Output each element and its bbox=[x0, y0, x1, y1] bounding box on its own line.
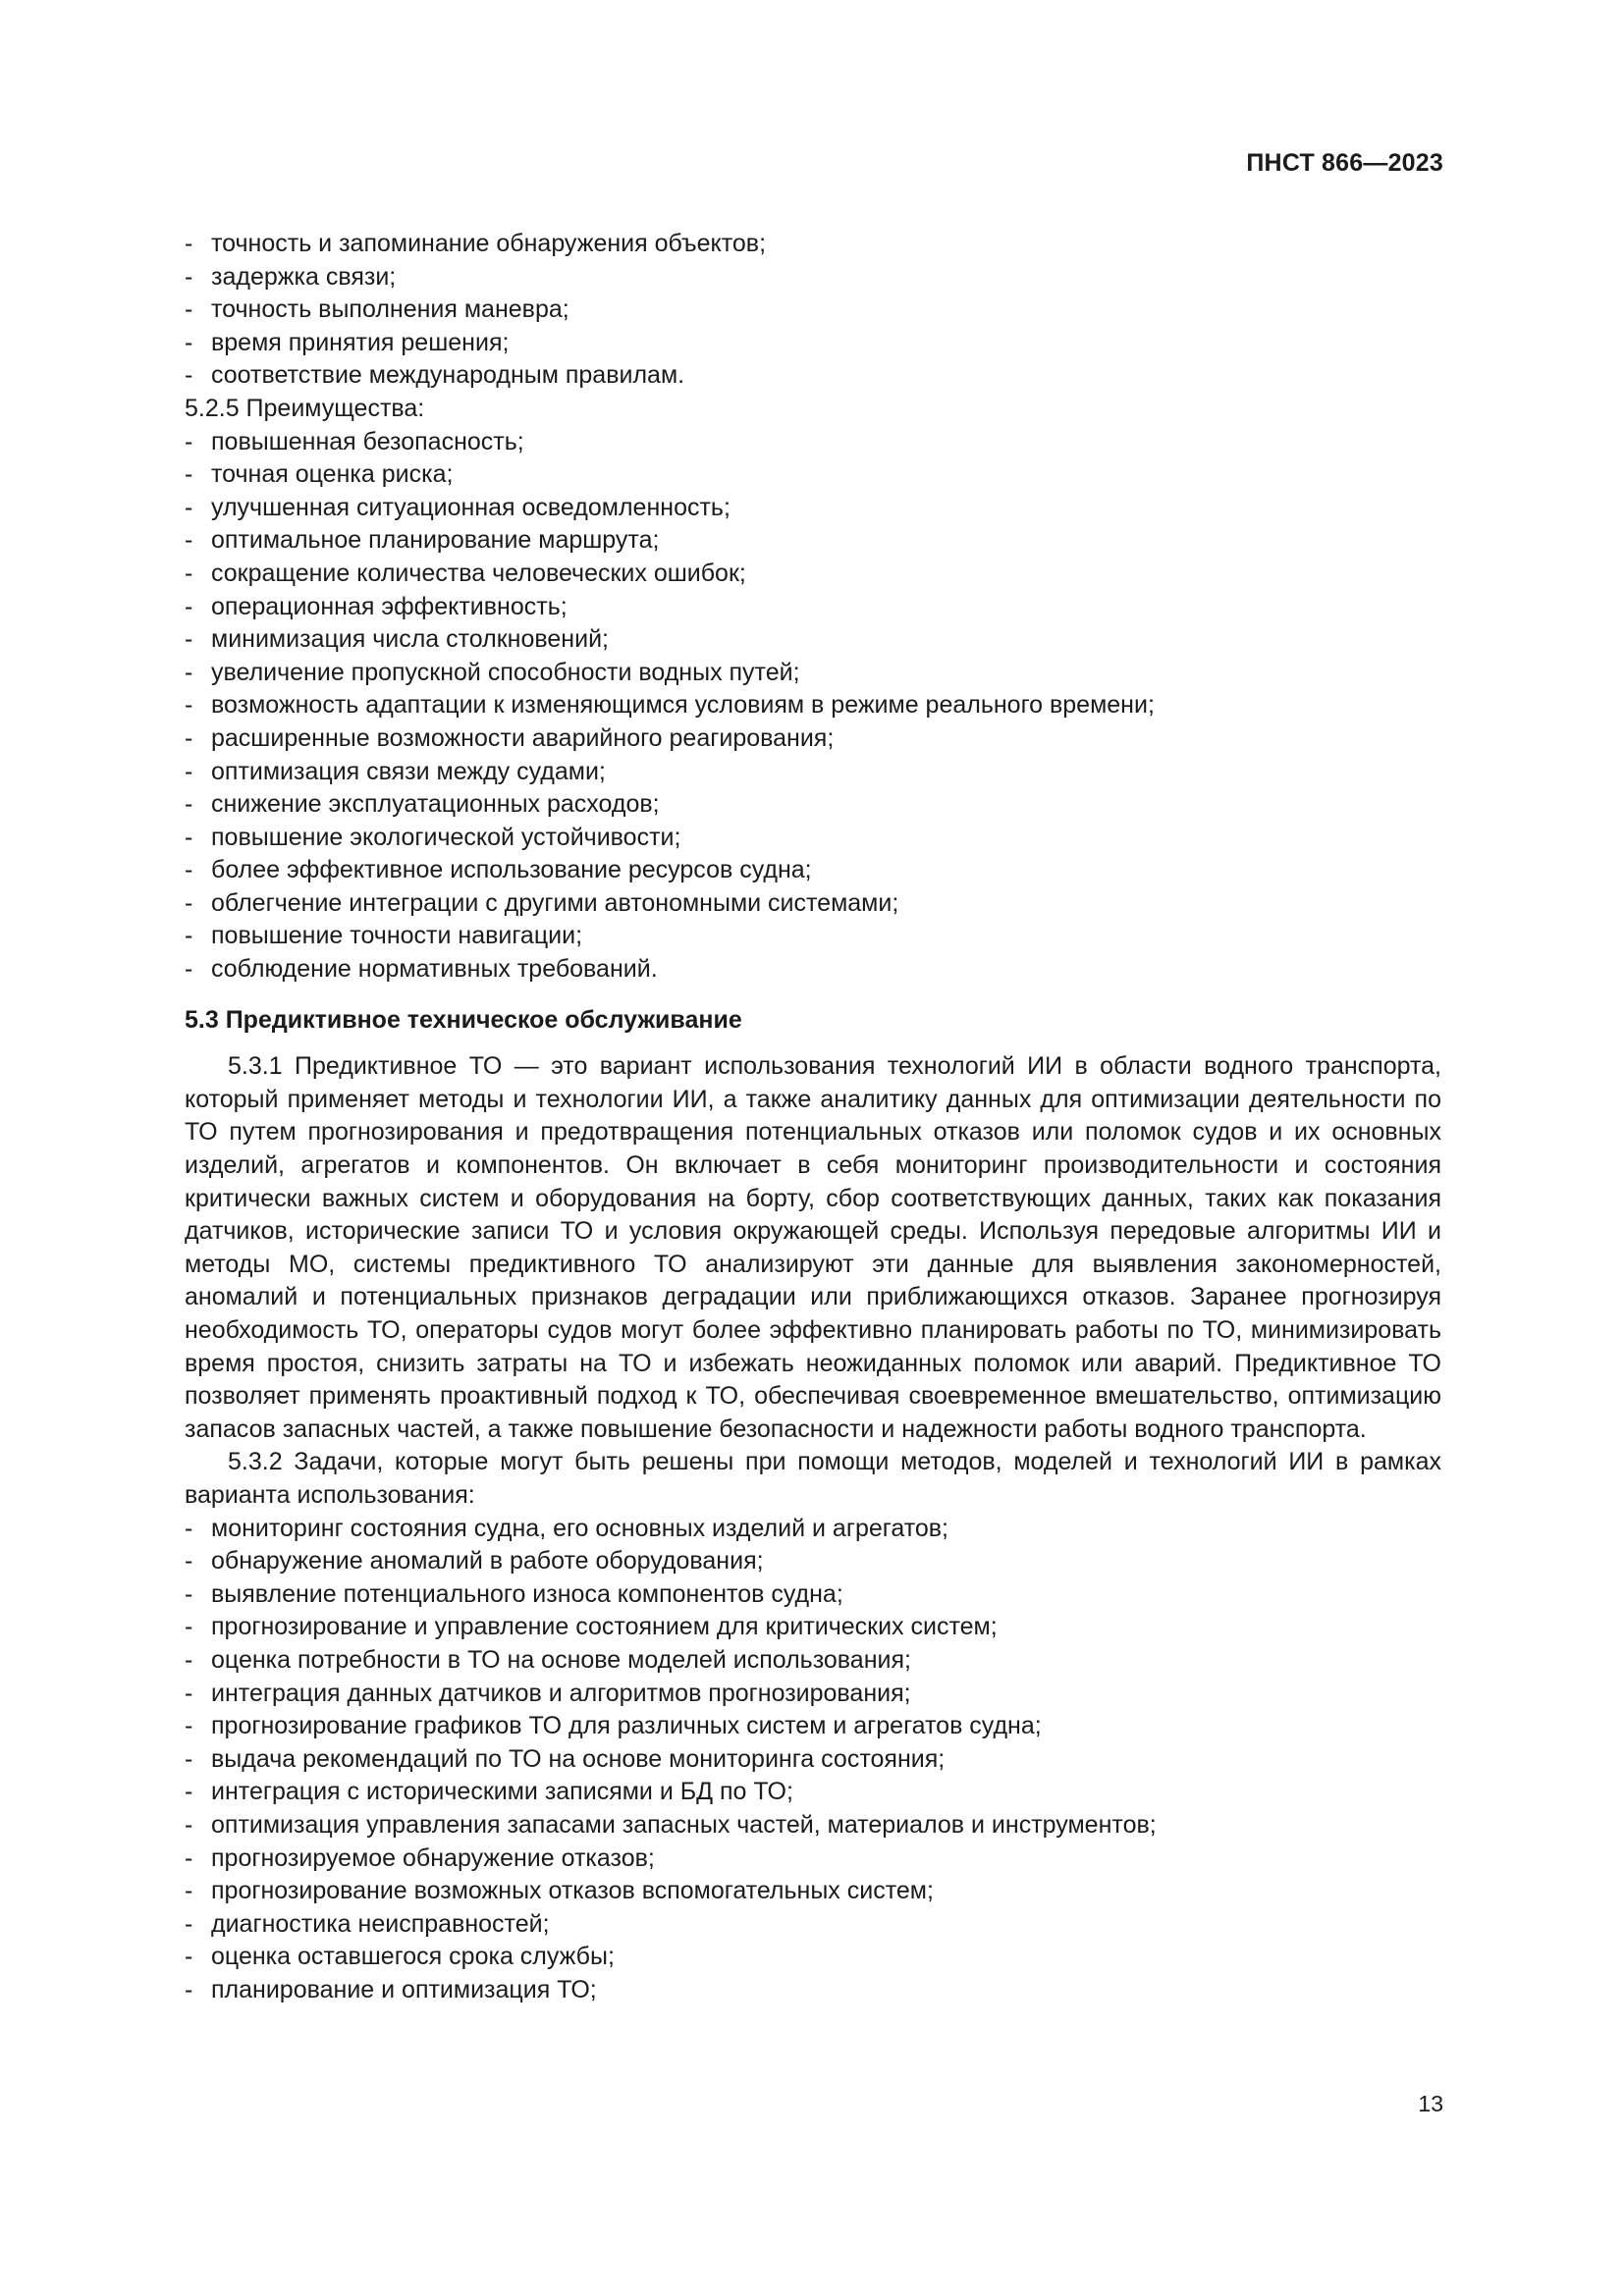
list-item-text: улучшенная ситуационная осведомленность; bbox=[211, 493, 731, 521]
document-header: ПНСТ 866—2023 bbox=[1246, 149, 1443, 177]
list-item bbox=[185, 1644, 1441, 1678]
list-item bbox=[185, 524, 1441, 558]
section-5-3-heading: 5.3 Предиктивное техническое обслуживание bbox=[185, 1005, 742, 1034]
list-item bbox=[185, 788, 1441, 822]
tasks-list bbox=[185, 1513, 1441, 2007]
list-item bbox=[185, 1578, 1441, 1612]
list-item-text: минимизация числа столкновений; bbox=[211, 625, 609, 654]
list-item bbox=[185, 953, 1441, 987]
list-item-text: оптимизация управления запасами запасных частей, материалов и инструментов; bbox=[211, 1810, 1157, 1839]
list-item-text: оптимизация связи между судами; bbox=[211, 757, 606, 785]
list-item bbox=[185, 1875, 1441, 1908]
list-item-text: прогнозирование возможных отказов вспомогательных систем; bbox=[211, 1877, 934, 1905]
list-item-text: обнаружение аномалий в работе оборудования; bbox=[211, 1547, 764, 1575]
list-dash-marker: - bbox=[185, 493, 193, 521]
list-dash-marker: - bbox=[185, 1909, 193, 1938]
list-item bbox=[185, 558, 1441, 591]
list-item bbox=[185, 294, 1441, 327]
list-item bbox=[185, 854, 1441, 887]
list-dash-marker: - bbox=[185, 1975, 193, 2003]
list-dash-marker: - bbox=[185, 460, 193, 489]
criteria-list bbox=[185, 228, 1441, 393]
list-dash-marker: - bbox=[185, 790, 193, 819]
list-dash-marker: - bbox=[185, 592, 193, 620]
page-content bbox=[185, 228, 1441, 2006]
list-dash-marker: - bbox=[185, 723, 193, 752]
list-item bbox=[185, 458, 1441, 492]
subsection-5-2-5-heading: 5.2.5 Преимущества: bbox=[185, 394, 425, 422]
list-dash-marker: - bbox=[185, 691, 193, 720]
list-item-text: планирование и оптимизация ТО; bbox=[211, 1975, 597, 2003]
list-item bbox=[185, 1513, 1441, 1546]
list-dash-marker: - bbox=[185, 1810, 193, 1839]
list-dash-marker: - bbox=[185, 823, 193, 851]
list-item bbox=[185, 327, 1441, 360]
list-item bbox=[185, 1611, 1441, 1644]
list-item-text: точная оценка риска; bbox=[211, 460, 454, 489]
list-item-text: сокращение количества человеческих ошибок; bbox=[211, 559, 746, 587]
list-dash-marker: - bbox=[185, 1877, 193, 1905]
list-item-text: выявление потенциального износа компонентов судна; bbox=[211, 1579, 843, 1608]
list-item-text: облегчение интеграции с другими автономными системами; bbox=[211, 888, 899, 917]
page-number: 13 bbox=[1418, 2091, 1443, 2116]
list-dash-marker: - bbox=[185, 230, 193, 257]
list-item bbox=[185, 1743, 1441, 1777]
advantages-list bbox=[185, 426, 1441, 987]
list-dash-marker: - bbox=[185, 295, 193, 324]
list-item-text: оптимальное планирование маршрута; bbox=[211, 526, 660, 555]
list-item bbox=[185, 623, 1441, 657]
list-dash-marker: - bbox=[185, 427, 193, 455]
list-item-text: мониторинг состояния судна, его основных изделий и агрегатов; bbox=[211, 1514, 948, 1542]
list-item-text: время принятия решения; bbox=[211, 328, 510, 356]
list-item-text: прогнозирование и управление состоянием для критических систем; bbox=[211, 1613, 998, 1641]
list-item-text: расширенные возможности аварийного реагирования; bbox=[211, 723, 835, 752]
list-item-text: повышенная безопасность; bbox=[211, 427, 524, 455]
list-item bbox=[185, 359, 1441, 393]
list-item bbox=[185, 822, 1441, 855]
list-dash-marker: - bbox=[185, 888, 193, 917]
list-item-text: соблюдение нормативных требований. bbox=[211, 955, 658, 984]
list-item bbox=[185, 1974, 1441, 2007]
list-dash-marker: - bbox=[185, 1843, 193, 1872]
list-item bbox=[185, 1842, 1441, 1876]
list-dash-marker: - bbox=[185, 922, 193, 950]
list-item-text: выдача рекомендаций по ТО на основе мониторинга состояния; bbox=[211, 1744, 946, 1773]
list-item-text: соответствие международным правилам. bbox=[211, 361, 685, 390]
list-dash-marker: - bbox=[185, 559, 193, 587]
list-item bbox=[185, 261, 1441, 294]
list-item bbox=[185, 1941, 1441, 1974]
list-item-text: задержка связи; bbox=[211, 262, 397, 291]
list-item-text: возможность адаптации к изменяющимся условиям в режиме реального времени; bbox=[211, 691, 1155, 720]
list-dash-marker: - bbox=[185, 757, 193, 785]
list-item bbox=[185, 1710, 1441, 1743]
list-dash-marker: - bbox=[185, 1547, 193, 1575]
list-item-text: точность выполнения маневра; bbox=[211, 295, 569, 324]
list-item bbox=[185, 689, 1441, 722]
list-dash-marker: - bbox=[185, 328, 193, 356]
list-item bbox=[185, 722, 1441, 756]
list-item-text: оценка оставшегося срока службы; bbox=[211, 1943, 615, 1971]
list-item-text: повышение точности навигации; bbox=[211, 922, 583, 950]
list-item-text: более эффективное использование ресурсов судна; bbox=[211, 856, 812, 884]
list-item bbox=[185, 887, 1441, 921]
list-item-text: увеличение пропускной способности водных путей; bbox=[211, 658, 800, 686]
paragraph-5-3-2: 5.3.2 Задачи, которые могут быть решены при помощи методов, моделей и технологий ИИ в рамках варианта использования: bbox=[185, 1448, 1441, 1509]
list-dash-marker: - bbox=[185, 856, 193, 884]
list-dash-marker: - bbox=[185, 1744, 193, 1773]
list-dash-marker: - bbox=[185, 1613, 193, 1641]
list-dash-marker: - bbox=[185, 1514, 193, 1542]
list-dash-marker: - bbox=[185, 361, 193, 390]
list-item bbox=[185, 1908, 1441, 1942]
list-item-text: интеграция данных датчиков и алгоритмов прогнозирования; bbox=[211, 1679, 911, 1707]
list-dash-marker: - bbox=[185, 955, 193, 984]
list-item bbox=[185, 1678, 1441, 1711]
list-dash-marker: - bbox=[185, 625, 193, 654]
list-item-text: диагностика неисправностей; bbox=[211, 1909, 550, 1938]
list-dash-marker: - bbox=[185, 526, 193, 555]
list-dash-marker: - bbox=[185, 262, 193, 291]
list-item-text: прогнозирование графиков ТО для различных систем и агрегатов судна; bbox=[211, 1712, 1042, 1740]
list-item-text: оценка потребности в ТО на основе моделей использования; bbox=[211, 1645, 911, 1674]
list-dash-marker: - bbox=[185, 1579, 193, 1608]
list-item bbox=[185, 1545, 1441, 1578]
list-item-text: операционная эффективность; bbox=[211, 592, 568, 620]
list-dash-marker: - bbox=[185, 1778, 193, 1806]
list-item bbox=[185, 492, 1441, 525]
list-item-text: повышение экологической устойчивости; bbox=[211, 823, 681, 851]
list-item bbox=[185, 657, 1441, 690]
list-dash-marker: - bbox=[185, 1679, 193, 1707]
list-item bbox=[185, 756, 1441, 789]
list-item-text: снижение эксплуатационных расходов; bbox=[211, 790, 660, 819]
list-dash-marker: - bbox=[185, 1712, 193, 1740]
paragraph-5-3-1: 5.3.1 Предиктивное ТО — это вариант использования технологий ИИ в области водного транспорта, который применяет методы и технологии ИИ, а также аналитику данных для оптимизации деятельности по ТО путем прогнозирования и предотвращения потенциальных отказов или поломок судов и их основных изделий, агрегатов и компонентов. Он включает в себя мониторинг производительности и состояния критически важных систем и оборудования на борту, сбор соответствующих данных, таких как показания датчиков, исторические записи ТО и условия окружающей среды. Используя передовые алгоритмы ИИ и методы МО, системы предиктивного ТО анализируют эти данные для выявления закономерностей, аномалий и потенциальных признаков деградации или приближающихся отказов. Заранее прогнозируя необходимость ТО, операторы судов могут более эффективно планировать работы по ТО, минимизировать время простоя, снизить затраты на ТО и избежать неожиданных поломок или аварий. Предиктивное ТО позволяет применять проактивный подход к ТО, обеспечивая своевременное вмешательство, оптимизацию запасов запасных частей, а также повышение безопасности и надежности работы водного транспорта. bbox=[185, 1052, 1441, 1443]
list-item-text: точность и запоминание обнаружения объектов; bbox=[211, 230, 767, 257]
list-item-text: прогнозируемое обнаружение отказов; bbox=[211, 1843, 655, 1872]
list-dash-marker: - bbox=[185, 1943, 193, 1971]
list-dash-marker: - bbox=[185, 658, 193, 686]
list-item-text: интеграция с историческими записями и БД по ТО; bbox=[211, 1778, 793, 1806]
list-item bbox=[185, 591, 1441, 624]
list-item bbox=[185, 1776, 1441, 1809]
list-item bbox=[185, 920, 1441, 953]
list-item bbox=[185, 1809, 1441, 1842]
list-dash-marker: - bbox=[185, 1645, 193, 1674]
list-item bbox=[185, 228, 1441, 261]
list-item bbox=[185, 426, 1441, 459]
